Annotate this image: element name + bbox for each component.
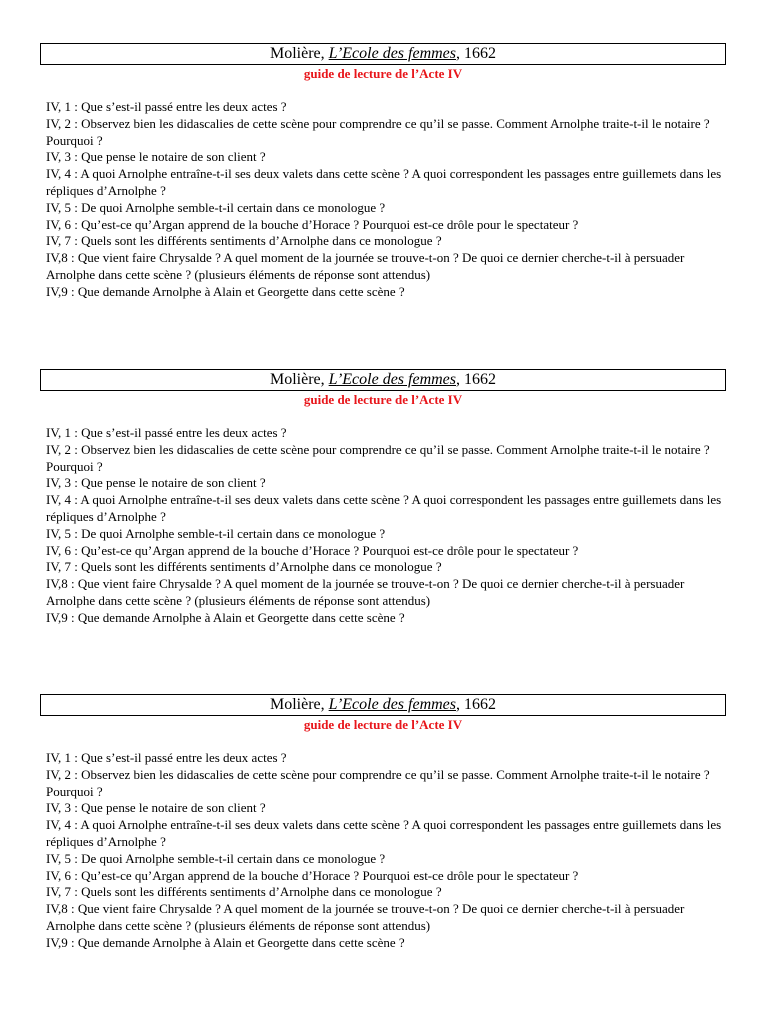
publication-year: , 1662	[456, 696, 497, 713]
question-item: IV, 6 : Qu’est-ce qu’Argan apprend de la bouche d’Horace ? Pourquoi est-ce drôle pour le spectateur ?	[46, 867, 579, 883]
title-box	[40, 694, 726, 716]
question-item: IV, 2 : Observez bien les didascalies de cette scène pour comprendre ce qu’il se passe. Comment Arnolphe traite-t-il le notaire ? Pourquoi ?	[46, 441, 710, 474]
publication-year: , 1662	[456, 45, 497, 62]
guide-subtitle: guide de lecture de l’Acte IV	[303, 66, 463, 81]
question-item: IV, 3 : Que pense le notaire de son client ?	[46, 149, 266, 165]
question-item: IV, 6 : Qu’est-ce qu’Argan apprend de la bouche d’Horace ? Pourquoi est-ce drôle pour le spectateur ?	[46, 542, 579, 558]
question-item: IV, 1 : Que s’est-il passé entre les deux actes ?	[46, 750, 287, 765]
question-item: IV, 4 : A quoi Arnolphe entraîne-t-il ses deux valets dans cette scène ? A quoi correspondent les passages entre guillemets dans les répliques d’Arnolphe ?	[46, 492, 722, 524]
question-item: IV,8 : Que vient faire Chrysalde ? A quel moment de la journée se trouve-t-on ? De quoi ce dernier cherche-t-il à persuader Arnolphe dans cette scène ? (plusieurs éléments de réponse sont attendus)	[46, 250, 685, 282]
question-item: IV, 1 : Que s’est-il passé entre les deux actes ?	[46, 425, 287, 440]
question-item: IV, 5 : De quoi Arnolphe semble-t-il certain dans ce monologue ?	[46, 199, 386, 215]
question-item: IV, 2 : Observez bien les didascalies de cette scène pour comprendre ce qu’il se passe. Comment Arnolphe traite-t-il le notaire ? Pourquoi ?	[46, 115, 710, 148]
question-item: IV, 2 : Observez bien les didascalies de cette scène pour comprendre ce qu’il se passe. Comment Arnolphe traite-t-il le notaire ? Pourquoi ?	[46, 766, 710, 799]
author-name: Molière,	[269, 45, 329, 62]
guide-subtitle: guide de lecture de l’Acte IV	[303, 392, 463, 407]
question-item: IV,9 : Que demande Arnolphe à Alain et Georgette dans cette scène ?	[46, 283, 405, 299]
question-list	[46, 99, 726, 301]
question-item: IV, 4 : A quoi Arnolphe entraîne-t-il ses deux valets dans cette scène ? A quoi correspondent les passages entre guillemets dans les répliques d’Arnolphe ?	[46, 817, 722, 849]
question-item: IV,8 : Que vient faire Chrysalde ? A quel moment de la journée se trouve-t-on ? De quoi ce dernier cherche-t-il à persuader Arnolphe dans cette scène ? (plusieurs éléments de réponse sont attendus)	[46, 576, 685, 608]
publication-year: , 1662	[456, 371, 497, 388]
question-item: IV, 7 : Quels sont les différents sentiments d’Arnolphe dans ce monologue ?	[46, 559, 442, 575]
question-item: IV, 3 : Que pense le notaire de son client ?	[46, 475, 266, 491]
question-item: IV, 5 : De quoi Arnolphe semble-t-il certain dans ce monologue ?	[46, 525, 386, 541]
work-title: L’Ecole des femmes	[328, 371, 457, 388]
question-item: IV, 7 : Quels sont les différents sentiments d’Arnolphe dans ce monologue ?	[46, 884, 442, 900]
question-item: IV, 7 : Quels sont les différents sentiments d’Arnolphe dans ce monologue ?	[46, 233, 442, 249]
question-item: IV, 3 : Que pense le notaire de son client ?	[46, 800, 266, 816]
question-item: IV, 1 : Que s’est-il passé entre les deux actes ?	[46, 99, 287, 114]
question-list	[46, 750, 726, 952]
title-box	[40, 369, 726, 391]
question-item: IV,9 : Que demande Arnolphe à Alain et Georgette dans cette scène ?	[46, 609, 405, 625]
question-item: IV,9 : Que demande Arnolphe à Alain et Georgette dans cette scène ?	[46, 934, 405, 950]
question-item: IV, 4 : A quoi Arnolphe entraîne-t-il ses deux valets dans cette scène ? A quoi correspondent les passages entre guillemets dans les répliques d’Arnolphe ?	[46, 166, 722, 198]
author-name: Molière,	[269, 371, 329, 388]
question-item: IV,8 : Que vient faire Chrysalde ? A quel moment de la journée se trouve-t-on ? De quoi ce dernier cherche-t-il à persuader Arnolphe dans cette scène ? (plusieurs éléments de réponse sont attendus)	[46, 901, 685, 933]
title-box	[40, 43, 726, 65]
author-name: Molière,	[269, 696, 329, 713]
question-list	[46, 425, 726, 627]
question-item: IV, 5 : De quoi Arnolphe semble-t-il certain dans ce monologue ?	[46, 850, 386, 866]
guide-subtitle: guide de lecture de l’Acte IV	[303, 717, 463, 732]
work-title: L’Ecole des femmes	[328, 45, 457, 62]
work-title: L’Ecole des femmes	[328, 696, 457, 713]
question-item: IV, 6 : Qu’est-ce qu’Argan apprend de la bouche d’Horace ? Pourquoi est-ce drôle pour le spectateur ?	[46, 216, 579, 232]
